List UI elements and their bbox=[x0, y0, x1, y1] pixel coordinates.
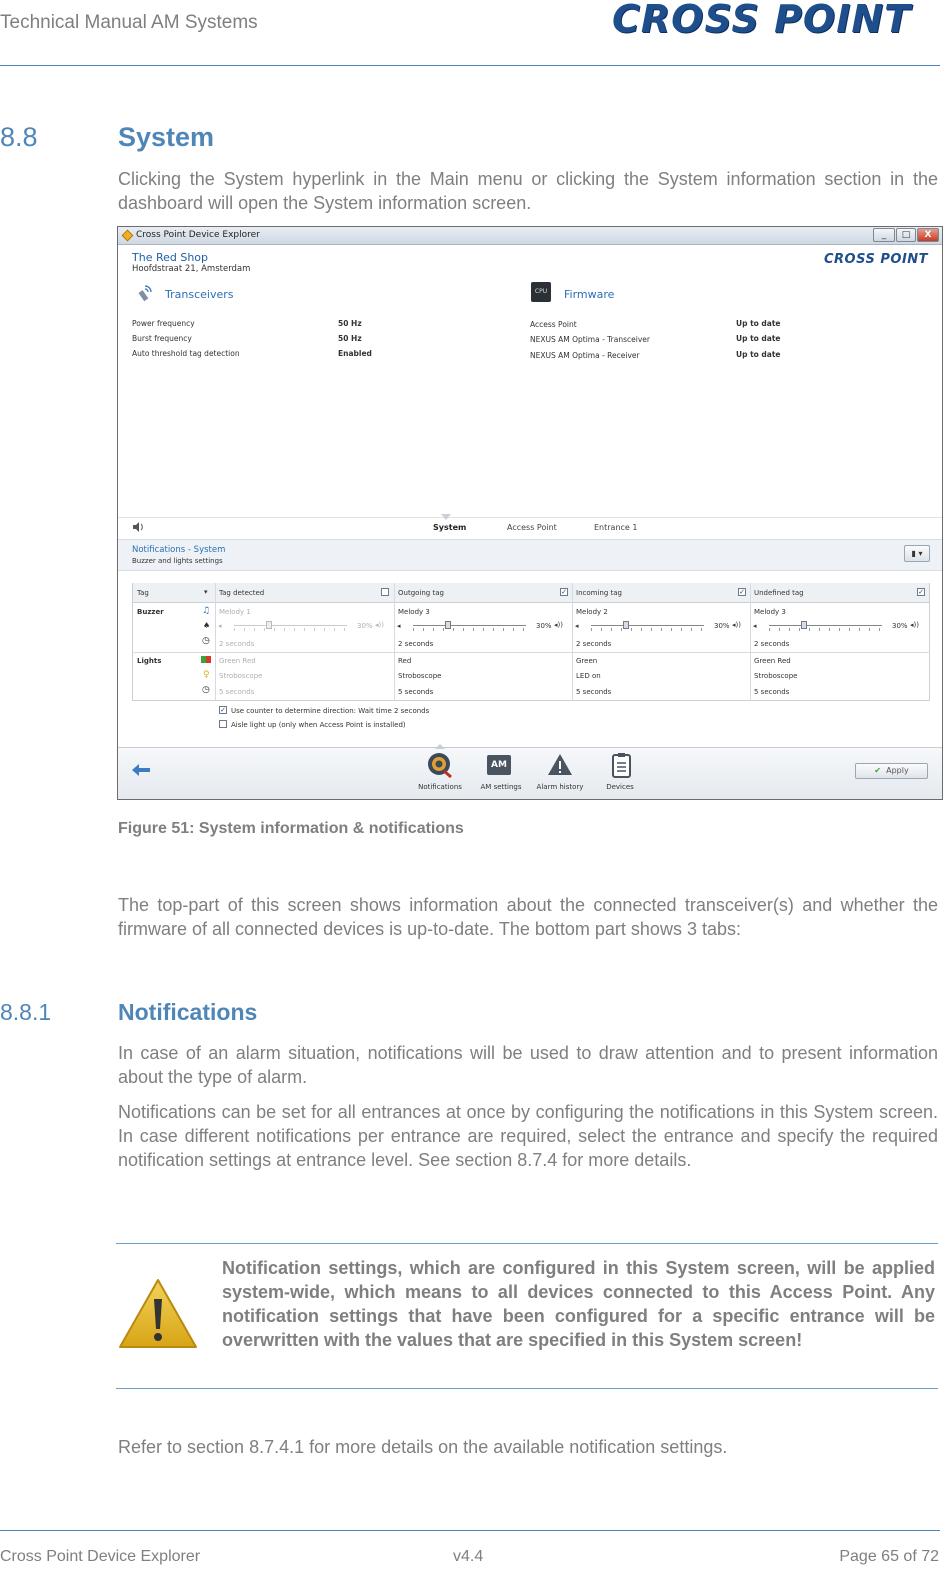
timer-icon: ◷ bbox=[202, 685, 210, 695]
view-options-button[interactable]: ▮ ▾ bbox=[904, 545, 930, 562]
column-undefined-tag: Undefined tag bbox=[754, 589, 804, 597]
light-mode[interactable]: Stroboscope bbox=[219, 672, 263, 680]
minimize-button[interactable]: _ bbox=[873, 228, 895, 242]
auto-threshold-value: Enabled bbox=[338, 349, 372, 358]
tab-access-point[interactable]: Access Point bbox=[507, 523, 557, 532]
power-frequency-value: 50 Hz bbox=[338, 319, 362, 328]
nav-alarm-history-label[interactable]: Alarm history bbox=[536, 783, 584, 791]
checkmark-icon: ✔ bbox=[874, 766, 881, 775]
devices-nav-icon[interactable] bbox=[608, 751, 636, 779]
footer-rule bbox=[0, 1530, 940, 1531]
lightbulb-icon: ♀ bbox=[203, 670, 210, 680]
buzzer-volume-slider[interactable] bbox=[413, 621, 526, 631]
speaker-loud-icon: ◂)) bbox=[554, 621, 563, 629]
tag-filter-icon[interactable]: ▾ bbox=[204, 588, 208, 596]
warning-text: Notification settings, which are configured in this System screen, will be applied system-wide, which means to all devices connected to this Access Point. Any notification settings that have been configured for a specific entrance will be overwritten with the values that are specified in this System screen! bbox=[222, 1258, 935, 1350]
footer-page-number: Page 65 of 72 bbox=[839, 1548, 939, 1565]
column-outgoing-tag: Outgoing tag bbox=[398, 589, 444, 597]
tab-entrance-1[interactable]: Entrance 1 bbox=[594, 523, 638, 532]
buzzer-duration[interactable]: 2 seconds bbox=[398, 640, 434, 648]
transceiver-icon bbox=[134, 283, 154, 303]
section-title: System bbox=[118, 122, 215, 152]
notifications-header bbox=[118, 539, 942, 571]
column-incoming-tag: Incoming tag bbox=[576, 589, 622, 597]
firmware-heading[interactable]: Firmware bbox=[564, 288, 615, 301]
light-color[interactable]: Red bbox=[398, 657, 412, 665]
light-color[interactable]: Green bbox=[576, 657, 598, 665]
warning-top-rule bbox=[116, 1243, 938, 1244]
timer-icon: ◷ bbox=[202, 636, 210, 646]
buzzer-volume-value: 30% bbox=[357, 622, 373, 630]
receiver-fw-status: Up to date bbox=[736, 350, 781, 359]
buzzer-label: Buzzer bbox=[137, 608, 164, 616]
column-tag-detected: Tag detected bbox=[219, 589, 265, 597]
access-point-status: Up to date bbox=[736, 319, 781, 328]
light-duration[interactable]: 5 seconds bbox=[219, 688, 255, 696]
figure-caption: Figure 51: System information & notifications bbox=[118, 820, 464, 837]
buzzer-volume-value: 30% bbox=[536, 622, 552, 630]
section-number: 8.8 bbox=[0, 122, 38, 152]
notifications-subtitle: Buzzer and lights settings bbox=[132, 557, 223, 565]
light-duration[interactable]: 5 seconds bbox=[398, 688, 434, 696]
burst-frequency-value: 50 Hz bbox=[338, 334, 362, 343]
refer-paragraph: Refer to section 8.7.4.1 for more details on the available notification settings. bbox=[118, 1437, 728, 1457]
notifications-title: Notifications - System bbox=[132, 545, 226, 555]
grid-divider bbox=[215, 583, 216, 701]
manual-title: Technical Manual AM Systems bbox=[0, 12, 258, 33]
buzzer-mute-icon[interactable]: ◂ bbox=[575, 622, 579, 630]
top-part-paragraph: The top-part of this screen shows information about the connected transceiver(s) and whether the firmware of all connected devices is up-to-date. The bottom part shows 3 tabs: bbox=[118, 895, 938, 939]
buzzer-melody[interactable]: Melody 2 bbox=[576, 608, 608, 616]
buzzer-volume-slider[interactable] bbox=[234, 621, 347, 631]
transceivers-heading[interactable]: Transceivers bbox=[165, 288, 234, 301]
device-explorer-window bbox=[117, 226, 943, 800]
back-arrow-icon[interactable] bbox=[131, 763, 151, 777]
speaker-loud-icon: ◂)) bbox=[375, 621, 384, 629]
speaker-icon[interactable] bbox=[132, 522, 144, 532]
aisle-light-checkbox[interactable] bbox=[219, 720, 227, 728]
cpu-chip-icon: CPU bbox=[531, 282, 551, 302]
use-counter-checkbox[interactable]: ✓ bbox=[220, 706, 226, 714]
access-point-label: Access Point bbox=[530, 320, 577, 329]
light-duration[interactable]: 5 seconds bbox=[576, 688, 612, 696]
maximize-button[interactable]: □ bbox=[896, 228, 916, 242]
buzzer-duration[interactable]: 2 seconds bbox=[219, 640, 255, 648]
footer-version: v4.4 bbox=[453, 1548, 484, 1565]
shop-address: Hoofdstraat 21, Amsterdam bbox=[132, 264, 251, 274]
warning-bottom-rule bbox=[116, 1388, 938, 1389]
header-rule bbox=[0, 65, 940, 66]
transceiver-fw-status: Up to date bbox=[736, 334, 781, 343]
active-tab-pointer-icon bbox=[441, 514, 451, 520]
notifications-paragraph-1: In case of an alarm situation, notifications will be used to draw attention and to present information about the type of alarm. bbox=[118, 1043, 938, 1087]
apply-label: Apply bbox=[886, 766, 909, 775]
nav-devices-label[interactable]: Devices bbox=[606, 783, 634, 791]
footer-product: Cross Point Device Explorer bbox=[0, 1548, 201, 1565]
tag-detected-checkbox[interactable] bbox=[381, 588, 389, 596]
column-tag: Tag bbox=[137, 589, 149, 597]
subsection-title: Notifications bbox=[118, 999, 258, 1025]
nav-am-settings-label[interactable]: AM settings bbox=[480, 783, 522, 791]
power-frequency-label: Power frequency bbox=[132, 319, 195, 328]
light-color[interactable]: Green Red bbox=[219, 657, 256, 665]
close-button[interactable]: X bbox=[917, 228, 939, 242]
active-nav-pointer-icon bbox=[435, 744, 445, 749]
auto-threshold-label: Auto threshold tag detection bbox=[132, 349, 240, 358]
apply-button[interactable] bbox=[855, 763, 928, 779]
light-color-icon bbox=[201, 656, 211, 663]
incoming-tag-checkbox[interactable]: ✓ bbox=[739, 588, 745, 596]
window-title: Cross Point Device Explorer bbox=[136, 230, 260, 240]
speaker-loud-icon: ◂)) bbox=[910, 621, 919, 629]
light-color[interactable]: Green Red bbox=[754, 657, 791, 665]
buzzer-mute-icon[interactable]: ◂ bbox=[753, 622, 757, 630]
am-settings-nav-icon[interactable]: AM bbox=[487, 755, 511, 775]
grid-row-divider bbox=[132, 652, 930, 653]
light-duration[interactable]: 5 seconds bbox=[754, 688, 790, 696]
grid-divider bbox=[750, 583, 751, 701]
nav-notifications-label[interactable]: Notifications bbox=[418, 783, 462, 791]
bottom-navigation-bar bbox=[118, 747, 942, 800]
warning-icon bbox=[117, 1277, 199, 1351]
receiver-fw-label: NEXUS AM Optima - Receiver bbox=[530, 351, 640, 360]
use-counter-label: Use counter to determine direction: Wait time 2 seconds bbox=[231, 707, 430, 715]
lights-label: Lights bbox=[137, 657, 162, 665]
grid-divider bbox=[394, 583, 395, 701]
transceiver-fw-label: NEXUS AM Optima - Transceiver bbox=[530, 335, 650, 344]
music-note-icon: ♫ bbox=[202, 606, 211, 616]
volume-icon: ♠ bbox=[203, 621, 211, 630]
speaker-loud-icon: ◂)) bbox=[732, 621, 741, 629]
undefined-tag-checkbox[interactable]: ✓ bbox=[918, 588, 924, 596]
buzzer-melody[interactable]: Melody 3 bbox=[754, 608, 786, 616]
aisle-light-label: Aisle light up (only when Access Point is installed) bbox=[231, 721, 406, 729]
light-mode[interactable]: Stroboscope bbox=[398, 672, 442, 680]
subsection-number: 8.8.1 bbox=[0, 999, 52, 1025]
light-mode[interactable]: LED on bbox=[576, 672, 601, 680]
buzzer-melody[interactable]: Melody 1 bbox=[219, 608, 251, 616]
buzzer-volume-value: 30% bbox=[892, 622, 908, 630]
window-titlebar bbox=[118, 227, 942, 245]
outgoing-tag-checkbox[interactable]: ✓ bbox=[561, 588, 567, 596]
notifications-nav-icon[interactable] bbox=[426, 751, 454, 779]
burst-frequency-label: Burst frequency bbox=[132, 334, 192, 343]
buzzer-duration[interactable]: 2 seconds bbox=[754, 640, 790, 648]
buzzer-melody[interactable]: Melody 3 bbox=[398, 608, 430, 616]
shop-name: The Red Shop bbox=[132, 251, 209, 264]
alarm-history-nav-icon[interactable] bbox=[546, 751, 574, 779]
cross-point-logo: CROSS POINT bbox=[612, 0, 912, 41]
buzzer-volume-slider[interactable] bbox=[769, 621, 882, 631]
buzzer-mute-icon[interactable]: ◂ bbox=[218, 622, 222, 630]
app-icon bbox=[122, 230, 134, 242]
buzzer-mute-icon[interactable]: ◂ bbox=[397, 622, 401, 630]
notifications-paragraph-2: Notifications can be set for all entrances at once by configuring the notifications in this System screen. In case different notifications per entrance are required, select the entrance and specify the required notification settings at entrance level. See section 8.7.4 for more details. bbox=[118, 1102, 938, 1170]
light-mode[interactable]: Stroboscope bbox=[754, 672, 798, 680]
section-intro: Clicking the System hyperlink in the Main menu or clicking the System information section in the dashboard will open the System information screen. bbox=[118, 169, 938, 213]
buzzer-volume-value: 30% bbox=[714, 622, 730, 630]
grid-divider bbox=[572, 583, 573, 701]
buzzer-duration[interactable]: 2 seconds bbox=[576, 640, 612, 648]
buzzer-volume-slider[interactable] bbox=[591, 621, 704, 631]
tab-system[interactable]: System bbox=[433, 523, 467, 532]
app-logo: CROSS POINT bbox=[824, 252, 929, 267]
